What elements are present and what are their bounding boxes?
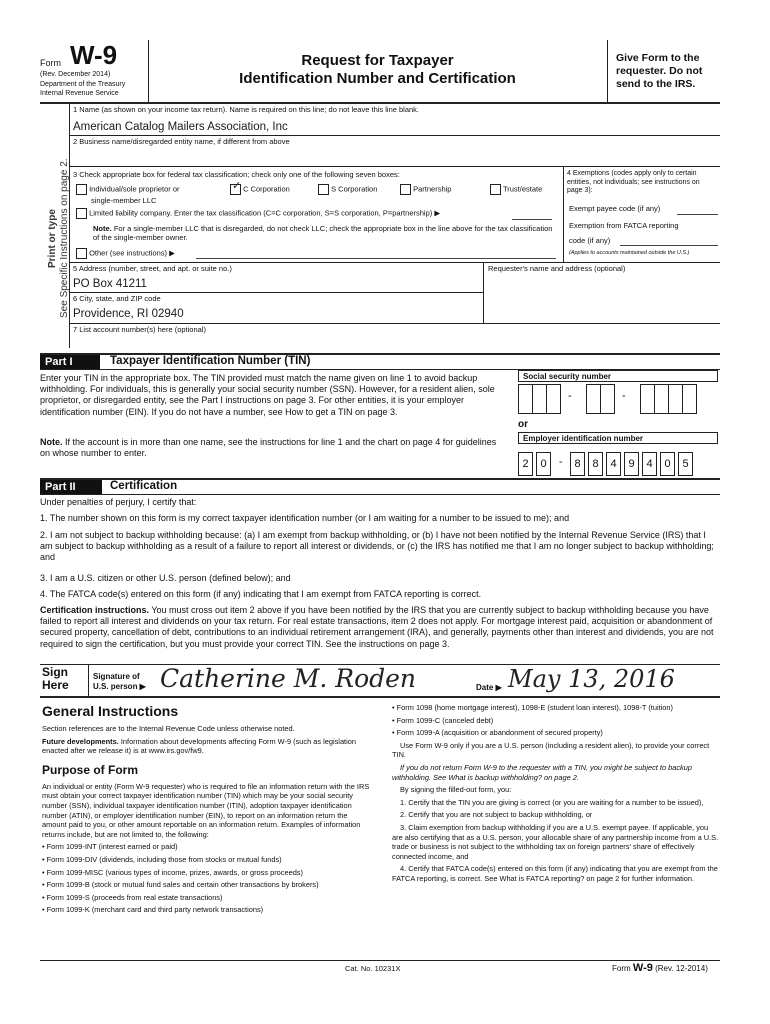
left-bullet-4: • Form 1099-B (stock or mutual fund sales and certain other transactions by brokers) (42, 880, 372, 890)
left-bullet-3: • Form 1099-MISC (various types of income, prizes, awards, or gross proceeds) (42, 868, 372, 878)
side-label-print: Print or type (47, 209, 58, 268)
llc-label: Limited liability company. Enter the tax classification (C=C corporation, S=S corporation, P=partnership) ▶ (89, 208, 441, 218)
llc-option (76, 208, 440, 219)
other-checkbox[interactable] (76, 248, 87, 259)
ssn-label: Social security number (523, 372, 612, 381)
exempt-payee-field[interactable] (677, 214, 718, 215)
partnership-option (400, 184, 451, 195)
purpose-text: An individual or entity (Form W-9 requester) who is required to file an information return with the IRS must obtain your correct taxpayer identification number (TIN) which may be your social security number (SSN), individual taxpayer identification number (ITIN), adoption taxpayer identification number (ATIN), or employer identification number (EIN), to report on an information return the amount paid to you, or other amount reportable on an information return. Examples of information returns include, but are not limited to, the following: (42, 781, 370, 839)
side-label-see: See Specific Instructions on page 2. (59, 158, 70, 318)
name-field[interactable]: American Catalog Mailers Association, Inc (73, 121, 288, 133)
ssn-dash: - (568, 390, 572, 402)
side-instructions-label (47, 98, 71, 318)
ein-digit: 0 (660, 452, 675, 476)
certify-3: 3. Claim exemption from backup withholding if you are a U.S. exempt payee. If applicable, you are also certifying that as a U.S. person, your allocable share of any partnership income from a U.S. trade or business is not subject to the withholding tax on foreign partners' share of effectively connected income, and (392, 822, 719, 861)
part2-tag: Part II (40, 480, 102, 494)
city-field[interactable]: Providence, RI 02940 (73, 308, 184, 320)
give-line-3: send to the IRS. (616, 78, 696, 90)
ssn-digit-box[interactable] (600, 384, 615, 414)
certify-4: 4. Certify that FATCA code(s) entered on this form (if any) indicating that you are exempt from the FATCA reporting, is correct. See What is FATCA reporting? on page 2 for further information. (392, 864, 718, 883)
use-form-text: Use Form W-9 only if you are a U.S. person (including a resident alien), to provide your correct TIN. (392, 740, 710, 760)
ssn-digit-box[interactable] (640, 384, 655, 414)
individual-label-2: single-member LLC (91, 196, 157, 205)
line5-label: 5 Address (number, street, and apt. or suite no.) (73, 264, 232, 273)
part1-note (40, 437, 508, 459)
right-column (392, 703, 720, 887)
future-bold: Future developments. (42, 736, 119, 746)
ein-digit: 4 (606, 452, 621, 476)
footer-form-word: Form (612, 964, 631, 973)
cert-item-2: 2. I am not subject to backup withholding because: (a) I am exempt from backup withholding, or (b) I have not been notified by the Internal Revenue Service (IRS) that I am subject to backup withholding as a result of a failure to report all interest or dividends, or (c) the IRS has notified me that I am no longer subject to backup withholding; and (40, 530, 714, 563)
ein-digit: 5 (678, 452, 693, 476)
form-title (150, 52, 605, 88)
title-line-1: Request for Taxpayer (301, 52, 454, 69)
part1-note-bold: Note. (40, 437, 63, 447)
requester-label: Requester's name and address (optional) (488, 264, 626, 273)
ccorp-checkbox[interactable] (230, 184, 241, 195)
left-bullet-1: • Form 1099-INT (interest earned or paid) (42, 842, 372, 852)
exemptions-title: 4 Exemptions (codes apply only to certain entities, not individuals; see instructions on page 3): (567, 170, 700, 194)
llc-note (93, 224, 558, 242)
left-column (42, 703, 372, 918)
general-intro: Section references are to the Internal Revenue Code unless otherwise noted. (42, 724, 295, 733)
cert-item-1: 1. The number shown on this form is my correct taxpayer identification number (or I am waiting for a number to be issued to me); and (40, 513, 570, 523)
trust-option (490, 184, 542, 195)
form-name: W-9 (70, 40, 118, 70)
ein-digit: 8 (588, 452, 603, 476)
title-line-2: Identification Number and Certification (239, 70, 516, 87)
ssn-digit-box[interactable] (654, 384, 669, 414)
scorp-label: S Corporation (331, 184, 378, 194)
ssn-field[interactable] (518, 384, 718, 416)
ein-label: Employer identification number (523, 434, 644, 443)
sign-here-label (42, 666, 69, 692)
future-developments (42, 737, 372, 756)
here-word: Here (42, 678, 69, 692)
date-label: Date ▶ (476, 683, 502, 692)
ccorp-label: C Corporation (243, 184, 290, 194)
fatca-label-1: Exemption from FATCA reporting (569, 221, 679, 230)
ein-digit: 4 (642, 452, 657, 476)
exempt-payee-label: Exempt payee code (if any) (569, 204, 661, 213)
ein-field[interactable] (518, 452, 718, 478)
footer-form-name: W-9 (632, 962, 653, 974)
ssn-digit-box[interactable] (546, 384, 561, 414)
left-bullet-6: • Form 1099-K (merchant card and third party network transactions) (42, 905, 372, 915)
right-bullet-2: • Form 1099-C (canceled debt) (392, 716, 720, 726)
part1-tag: Part I (40, 355, 100, 369)
left-bullet-5: • Form 1099-S (proceeds from real estate transactions) (42, 893, 372, 903)
line6-label: 6 City, state, and ZIP code (73, 294, 161, 303)
trust-label: Trust/estate (502, 184, 543, 194)
catalog-number: Cat. No. 10231X (345, 964, 401, 973)
or-label: or (518, 419, 528, 430)
line2-label: 2 Business name/disregarded entity name, if different from above (73, 137, 290, 146)
give-form-note (616, 52, 702, 91)
ssn-box (518, 370, 718, 382)
ssn-digit-box[interactable] (682, 384, 697, 414)
ein-dash: - (559, 456, 563, 468)
llc-checkbox[interactable] (76, 208, 87, 219)
revision: (Rev. December 2014) (40, 71, 111, 78)
give-line-1: Give Form to the (616, 52, 700, 64)
other-label: Other (see instructions) ▶ (89, 248, 175, 258)
date-field[interactable]: May 13, 2016 (508, 665, 675, 693)
line1-label: 1 Name (as shown on your income tax return). Name is required on this line; do not leave this line blank. (73, 105, 420, 114)
ssn-digit-box[interactable] (518, 384, 533, 414)
cert-item-4: 4. The FATCA code(s) entered on this form (if any) indicating that I am exempt from FATCA reporting is correct. (40, 589, 482, 599)
individual-checkbox[interactable] (76, 184, 87, 195)
other-line (196, 258, 556, 259)
ssn-digit-box[interactable] (668, 384, 683, 414)
right-bullet-1: • Form 1098 (home mortgage interest), 1098-E (student loan interest), 1098-T (tuition) (392, 703, 720, 713)
certify-1: 1. Certify that the TIN you are giving is correct (or you are waiting for a number to be issued), (400, 797, 704, 807)
ein-digit: 9 (624, 452, 639, 476)
part1-note-text: If the account is in more than one name, see the instructions for line 1 and the chart on page 4 for guidelines on whose number to enter. (40, 437, 497, 459)
partnership-label: Partnership (413, 184, 452, 194)
future-text: Information about developments affecting Form W-9 (such as legislation enacted after we release it) is at www.irs.gov/fw9. (42, 736, 356, 756)
ein-box (518, 432, 718, 444)
ein-digit: 2 (518, 452, 533, 476)
ccorp-option (230, 184, 290, 195)
fatca-note: (Applies to accounts maintained outside the U.S.) (569, 250, 690, 256)
fatca-code-field[interactable] (620, 245, 718, 246)
line3-label: 3 Check appropriate box for federal tax classification; check only one of the following seven boxes: (73, 170, 400, 179)
cert-item-3: 3. I am a U.S. citizen or other U.S. person (defined below); and (40, 573, 291, 583)
agency: Internal Revenue Service (40, 90, 119, 97)
right-bullet-3: • Form 1099-A (acquisition or abandonment of secured property) (392, 728, 720, 738)
ssn-digit-box[interactable] (532, 384, 547, 414)
trust-checkbox[interactable] (490, 184, 501, 195)
department: Department of the Treasury (40, 81, 126, 88)
part1-text: Enter your TIN in the appropriate box. The TIN provided must match the name given on line 1 to avoid backup withholding. For individuals, this is generally your social security number (SSN). However, for a resident alien, sole proprietor, or disregarded entity, see the Part I instructions on page 3. For other entities, it is your employer identification number (EIN). If you do not have a number, see How to get a TIN on page 3. (40, 373, 495, 417)
partnership-checkbox[interactable] (400, 184, 411, 195)
by-signing: By signing the filled-out form, you: (400, 785, 512, 795)
footer-form (612, 962, 708, 974)
ein-digit: 0 (536, 452, 551, 476)
scorp-option (318, 184, 377, 195)
signature-label-1: Signature of (93, 672, 140, 681)
cert-instructions-text: You must cross out item 2 above if you have been notified by the IRS that you are currently subject to backup withholding because you have failed to report all interest and dividends on your tax return. For real estate transactions, item 2 does not apply. For mortgage interest paid, acquisition or abandonment of secured property, cancellation of debt, contributions to an individual retirement arrangement (IRA), and generally, payments other than interest and dividends, you are not required to sign the certification, but you must provide your correct TIN. See the instructions on page 3. (40, 605, 714, 649)
signature-field[interactable]: Catherine M. Roden (160, 664, 417, 693)
backup-italic-text: If you do not return Form W-9 to the requester with a TIN, you might be subject to backup withholding. See What is backup withholding? on page 2. (392, 762, 692, 782)
part1-title: Taxpayer Identification Number (TIN) (110, 355, 311, 367)
note-bold: Note. (93, 224, 112, 233)
purpose-title: Purpose of Form (42, 762, 139, 777)
ssn-digit-box[interactable] (586, 384, 601, 414)
cert-instructions-bold: Certification instructions. (40, 605, 150, 615)
scorp-checkbox[interactable] (318, 184, 329, 195)
general-instructions-title: General Instructions (42, 703, 179, 719)
cert-instructions (40, 605, 720, 650)
individual-label: Individual/sole proprietor or (89, 184, 180, 194)
part2-title: Certification (110, 480, 178, 492)
sign-word: Sign (42, 665, 68, 679)
give-line-2: requester. Do not (616, 65, 703, 77)
signature-label (93, 672, 146, 692)
fatca-label-2: code (if any) (569, 236, 611, 245)
other-option (76, 248, 175, 259)
left-bullet-2: • Form 1099-DIV (dividends, including those from stocks or mutual funds) (42, 855, 372, 865)
part2-intro: Under penalties of perjury, I certify that: (40, 497, 197, 507)
individual-option (76, 184, 180, 195)
form-word: Form (40, 58, 61, 68)
ssn-dash: - (622, 390, 626, 402)
certify-2: 2. Certify that you are not subject to backup withholding, or (400, 810, 593, 820)
address-field[interactable]: PO Box 41211 (73, 278, 147, 290)
signature-label-2: U.S. person ▶ (93, 682, 146, 691)
note-text: For a single-member LLC that is disregarded, do not check LLC; check the appropriate box in the line above for the tax classification of the single-member owner. (93, 224, 553, 242)
ein-digit: 8 (570, 452, 585, 476)
llc-code-line (512, 219, 552, 220)
line7-label: 7 List account number(s) here (optional) (73, 325, 206, 334)
footer-rev: (Rev. 12-2014) (655, 964, 708, 973)
